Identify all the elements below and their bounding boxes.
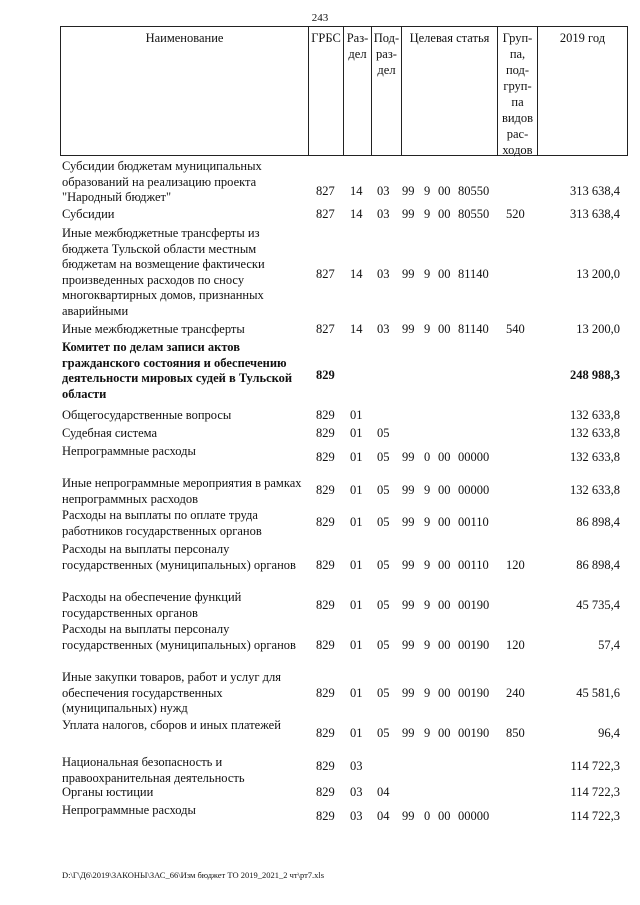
row-rz: 03: [350, 759, 363, 773]
row-grbs: 829: [316, 450, 335, 464]
row-grbs: 829: [316, 759, 335, 773]
row-t4: 81140: [458, 322, 489, 336]
row-amount: 86 898,4: [576, 558, 620, 572]
row-t3: 00: [438, 450, 451, 464]
row-t3: 00: [438, 207, 451, 221]
row-grbs: 827: [316, 184, 335, 198]
row-t3: 00: [438, 726, 451, 740]
row-grbs: 829: [316, 368, 335, 382]
row-grbs: 829: [316, 686, 335, 700]
page-number: 243: [311, 12, 329, 24]
row-amount: 132 633,8: [570, 450, 620, 464]
row-t1: 99: [402, 322, 415, 336]
row-amount: 45 581,6: [576, 686, 620, 700]
row-grbs: 829: [316, 809, 335, 823]
row-amount: 13 200,0: [576, 267, 620, 281]
row-pr: 05: [377, 558, 390, 572]
row-amount: 132 633,8: [570, 408, 620, 422]
row-t4: 00000: [458, 450, 490, 464]
row-t3: 00: [438, 267, 451, 281]
row-name: Органы юстиции: [62, 785, 154, 799]
row-rz: 01: [350, 483, 363, 497]
row-grbs: 827: [316, 267, 335, 281]
row-amount: 132 633,8: [570, 483, 620, 497]
row-t4: 00190: [458, 598, 490, 612]
row-name: Непрограммные расходы: [62, 444, 196, 458]
row-rz: 01: [350, 450, 363, 464]
header-group: Груп-па, под-груп-па видов рас-ходов: [498, 27, 538, 155]
row-t2: 9: [424, 322, 431, 336]
row-amount: 114 722,3: [570, 759, 620, 773]
row-rz: 01: [350, 686, 363, 700]
row-name: Расходы на обеспечение функций государственных органов: [62, 590, 242, 620]
row-t1: 99: [402, 686, 415, 700]
row-grbs: 829: [316, 558, 335, 572]
row-grbs: 829: [316, 726, 335, 740]
row-grbs: 827: [316, 207, 335, 221]
row-t2: 9: [424, 184, 431, 198]
row-name: Расходы на выплаты персоналу государственных (муниципальных) органов: [62, 622, 296, 652]
row-t1: 99: [402, 598, 415, 612]
row-t2: 9: [424, 686, 431, 700]
row-t3: 00: [438, 638, 451, 652]
row-pr: 05: [377, 515, 390, 529]
row-vr: 240: [506, 686, 525, 700]
row-name: Национальная безопасность и правоохранительная деятельность: [62, 755, 245, 785]
row-amount: 313 638,4: [570, 184, 620, 198]
row-amount: 132 633,8: [570, 426, 620, 440]
row-rz: 14: [350, 184, 363, 198]
row-vr: 520: [506, 207, 525, 221]
file-path-footer: D:\Г\Д6\2019\ЗАКОНЫ\ЗАС_66\Изм бюджет ТО 2019_2021_2 чт\рт7.xls: [62, 870, 325, 880]
row-t2: 0: [424, 809, 431, 823]
row-t2: 9: [424, 638, 431, 652]
row-rz: 03: [350, 785, 363, 799]
row-amount: 96,4: [598, 726, 620, 740]
header-target: Целевая статья: [402, 27, 498, 155]
row-t3: 00: [438, 515, 451, 529]
row-grbs: 829: [316, 515, 335, 529]
row-vr: 850: [506, 726, 525, 740]
row-t2: 9: [424, 267, 431, 281]
row-amount: 57,4: [598, 638, 620, 652]
row-rz: 14: [350, 322, 363, 336]
row-name: Комитет по делам записи актов гражданского состояния и обеспечению деятельности мировых судей в Тульской области: [62, 340, 293, 401]
row-rz: 01: [350, 558, 363, 572]
row-rz: 01: [350, 426, 363, 440]
row-name: Иные закупки товаров, работ и услуг для обеспечения государственных (муниципальных) нужд: [62, 670, 282, 715]
row-t1: 99: [402, 483, 415, 497]
row-pr: 05: [377, 686, 390, 700]
row-t1: 99: [402, 267, 415, 281]
row-amount: 45 735,4: [576, 598, 620, 612]
row-t1: 99: [402, 809, 415, 823]
row-vr: 120: [506, 638, 525, 652]
row-name: Иные межбюджетные трансферты: [62, 322, 245, 336]
row-rz: 14: [350, 267, 363, 281]
header-grbs: ГРБС: [309, 27, 344, 155]
row-name: Расходы на выплаты по оплате труда работников государственных органов: [62, 508, 262, 538]
header-podrazdel: Под-раз-дел: [372, 27, 402, 155]
row-t2: 9: [424, 483, 431, 497]
row-grbs: 829: [316, 426, 335, 440]
row-pr: 05: [377, 726, 390, 740]
row-t1: 99: [402, 450, 415, 464]
row-name: Общегосударственные вопросы: [62, 408, 232, 422]
row-t4: 00110: [458, 515, 489, 529]
row-t4: 81140: [458, 267, 489, 281]
row-t4: 80550: [458, 184, 490, 198]
row-t2: 9: [424, 726, 431, 740]
row-name: Непрограммные расходы: [62, 803, 196, 817]
row-rz: 03: [350, 809, 363, 823]
row-vr: 540: [506, 322, 525, 336]
row-t3: 00: [438, 686, 451, 700]
row-t4: 80550: [458, 207, 490, 221]
row-name: Судебная система: [62, 426, 158, 440]
header-razdel: Раз-дел: [344, 27, 372, 155]
row-pr: 05: [377, 450, 390, 464]
row-amount: 13 200,0: [576, 322, 620, 336]
row-rz: 14: [350, 207, 363, 221]
row-pr: 03: [377, 184, 390, 198]
row-pr: 04: [377, 785, 390, 799]
row-pr: 03: [377, 267, 390, 281]
row-t1: 99: [402, 515, 415, 529]
row-pr: 05: [377, 598, 390, 612]
row-amount: 248 988,3: [570, 368, 620, 382]
header-year: 2019 год: [559, 31, 606, 45]
row-pr: 03: [377, 207, 390, 221]
row-name: Иные межбюджетные трансферты из бюджета Тульской области местным бюджетам на возмещение фактически произведенных расходов по сносу многоквартирных домов, признанных аварийными: [62, 226, 265, 318]
row-name: Субсидии бюджетам муниципальных образований на реализацию проекта "Народный бюджет": [62, 159, 262, 204]
row-rz: 01: [350, 598, 363, 612]
row-grbs: 829: [316, 483, 335, 497]
row-pr: 05: [377, 638, 390, 652]
row-amount: 114 722,3: [570, 785, 620, 799]
row-t2: 9: [424, 515, 431, 529]
row-rz: 01: [350, 515, 363, 529]
header-name: Наименование: [61, 27, 309, 155]
row-name: Иные непрограммные мероприятия в рамках непрограммных расходов: [62, 476, 302, 506]
table-header: [60, 26, 628, 156]
row-pr: 04: [377, 809, 390, 823]
row-t3: 00: [438, 184, 451, 198]
row-name: Субсидии: [62, 207, 115, 221]
row-grbs: 829: [316, 598, 335, 612]
row-pr: 03: [377, 322, 390, 336]
row-t3: 00: [438, 558, 451, 572]
row-t1: 99: [402, 638, 415, 652]
row-grbs: 827: [316, 322, 335, 336]
row-grbs: 829: [316, 785, 335, 799]
row-t2: 0: [424, 450, 431, 464]
row-grbs: 829: [316, 638, 335, 652]
row-name: Расходы на выплаты персоналу государственных (муниципальных) органов: [62, 542, 296, 572]
row-pr: 05: [377, 483, 390, 497]
row-t1: 99: [402, 184, 415, 198]
row-t4: 00000: [458, 483, 490, 497]
row-t2: 9: [424, 207, 431, 221]
row-t4: 00190: [458, 726, 490, 740]
row-amount: 86 898,4: [576, 515, 620, 529]
row-amount: 313 638,4: [570, 207, 620, 221]
row-t4: 00110: [458, 558, 489, 572]
row-t1: 99: [402, 207, 415, 221]
row-amount: 114 722,3: [570, 809, 620, 823]
row-t4: 00190: [458, 686, 490, 700]
row-rz: 01: [350, 408, 363, 422]
row-t4: 00000: [458, 809, 490, 823]
row-t2: 9: [424, 598, 431, 612]
row-rz: 01: [350, 726, 363, 740]
row-t3: 00: [438, 322, 451, 336]
row-t1: 99: [402, 726, 415, 740]
row-t1: 99: [402, 558, 415, 572]
row-t3: 00: [438, 598, 451, 612]
row-t3: 00: [438, 483, 451, 497]
row-pr: 05: [377, 426, 390, 440]
row-name: Уплата налогов, сборов и иных платежей: [62, 718, 281, 732]
row-t2: 9: [424, 558, 431, 572]
row-grbs: 829: [316, 408, 335, 422]
row-t4: 00190: [458, 638, 490, 652]
row-t3: 00: [438, 809, 451, 823]
row-vr: 120: [506, 558, 525, 572]
row-rz: 01: [350, 638, 363, 652]
